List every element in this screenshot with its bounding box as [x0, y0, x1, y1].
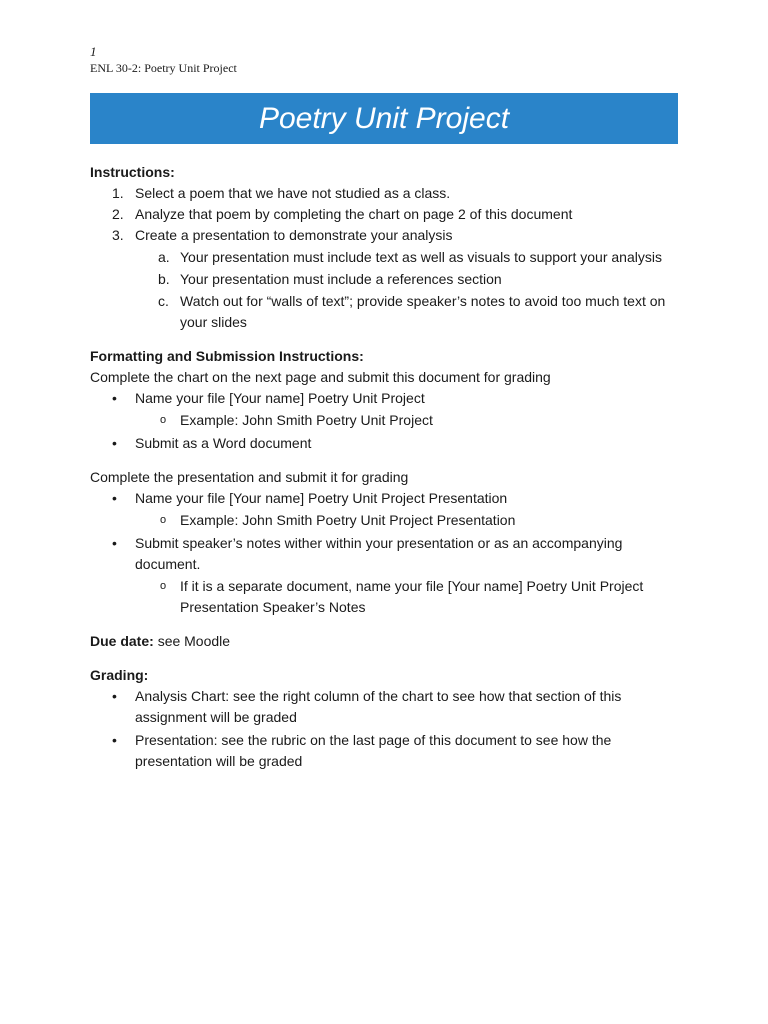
running-header: ENL 30-2: Poetry Unit Project	[90, 61, 237, 75]
list-item: • Analysis Chart: see the right column of the chart to see how that section of this assignment will be graded	[112, 688, 622, 725]
grading-heading: Grading:	[90, 667, 149, 683]
presentation-intro: Complete the presentation and submit it for grading	[90, 469, 409, 485]
bullet-icon: •	[112, 435, 117, 451]
list-item: 2. Analyze that poem by completing the chart on page 2 of this document	[112, 206, 573, 222]
list-item: o Example: John Smith Poetry Unit Project	[90, 410, 680, 431]
hollow-bullet-icon: o	[160, 514, 167, 526]
due-date: Due date: see Moodle	[90, 633, 231, 649]
document-body	[90, 162, 680, 772]
list-item: • Submit speaker’s notes wither within your presentation or as an accompanying document.	[112, 535, 623, 572]
instructions-heading: Instructions:	[90, 164, 175, 180]
bullet-icon: •	[112, 535, 117, 551]
page-number: 1	[90, 44, 97, 59]
list-item: • Name your file [Your name] Poetry Unit Project	[90, 388, 680, 409]
bullet-icon: •	[112, 490, 117, 506]
list-item: c. Watch out for “walls of text”; provide speaker’s notes to avoid too much text on your slides	[158, 293, 666, 330]
list-item: b. Your presentation must include a references section	[158, 271, 502, 287]
list-item: • Presentation: see the rubric on the last page of this document to see how the presentation will be graded	[112, 732, 612, 769]
bullet-icon: •	[112, 732, 117, 748]
bullet-icon: •	[112, 390, 117, 406]
title-banner	[90, 93, 678, 144]
list-item: • Name your file [Your name] Poetry Unit Project Presentation	[90, 488, 680, 509]
page-title: Poetry Unit Project	[258, 101, 510, 135]
list-item: 1. Select a poem that we have not studied as a class.	[112, 185, 451, 201]
chart-intro: Complete the chart on the next page and submit this document for grading	[90, 369, 551, 385]
list-item: o Example: John Smith Poetry Unit Project Presentation	[90, 510, 680, 531]
list-item: • Submit as a Word document	[90, 433, 680, 454]
hollow-bullet-icon: o	[160, 414, 167, 426]
list-item: 3. Create a presentation to demonstrate your analysis	[112, 227, 453, 243]
hollow-bullet-icon: o	[160, 580, 167, 592]
list-item: o If it is a separate document, name your file [Your name] Poetry Unit Project Presentation Speaker’s Notes	[160, 578, 644, 615]
formatting-heading: Formatting and Submission Instructions:	[90, 348, 364, 364]
bullet-icon: •	[112, 688, 117, 704]
list-item: a. Your presentation must include text as well as visuals to support your analysis	[158, 249, 662, 265]
